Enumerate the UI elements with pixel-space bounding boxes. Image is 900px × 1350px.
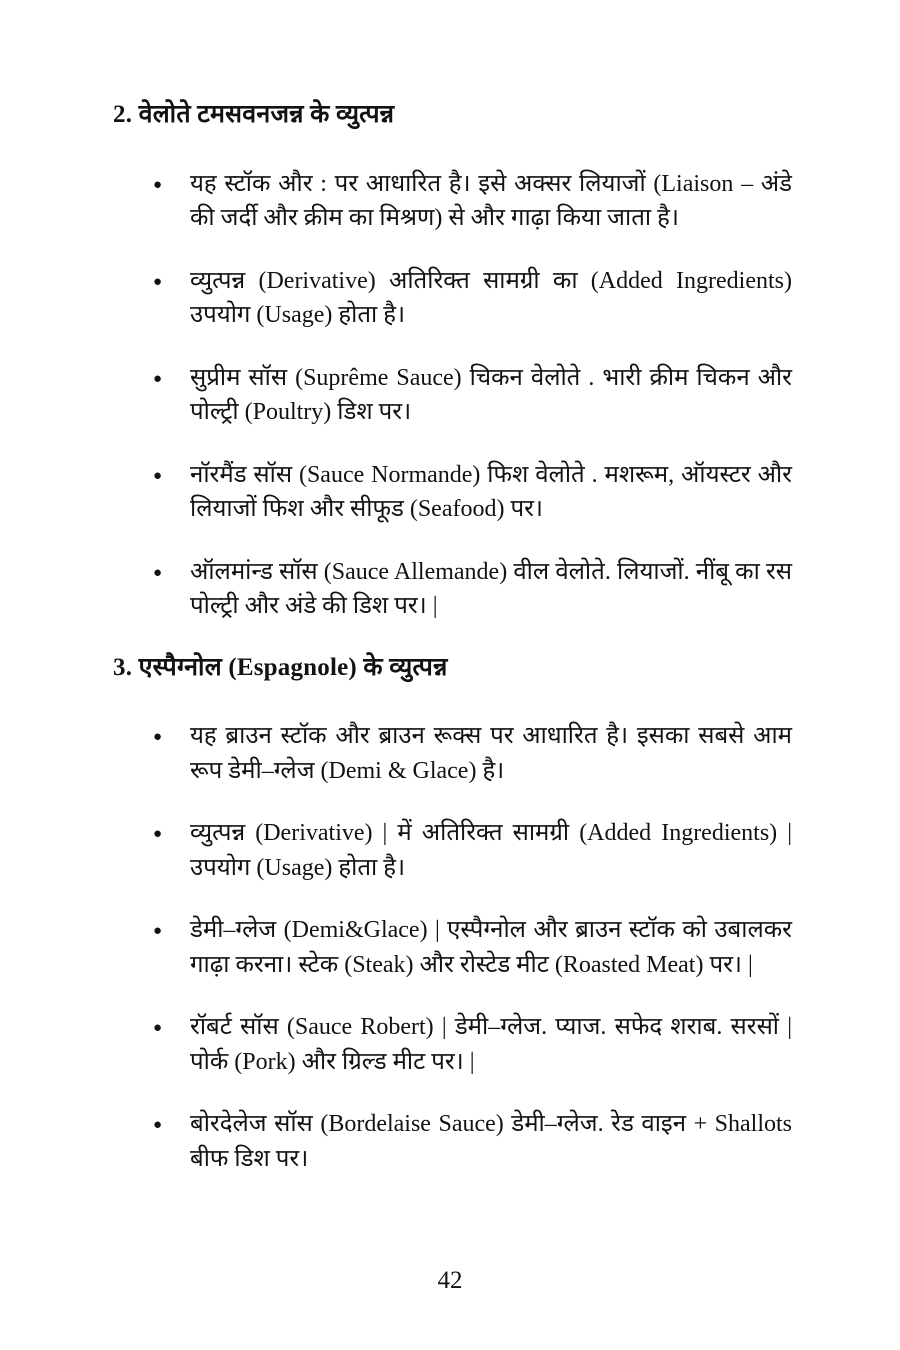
bullet-text: व्युत्पन्न (Derivative) | में अतिरिक्त सामग्री (Added Ingredients) | उपयोग (Usage) होता है। [190,820,792,881]
list-item [113,361,792,430]
section-heading: 2. वेलोते टमसवनजन्न के व्युत्पन्न [113,101,395,128]
bullet-text: नॉरमैंड सॉस (Sauce Normande) फिश वेलोते . मशरूम, ऑयस्टर और लियाजों फिश और सीफूड (Seafood) पर। [190,461,792,522]
list-item [113,1107,792,1176]
bullet-text: डेमी–ग्लेज (Demi&Glace) | एस्पैग्नोल और ब्राउन स्टॉक को उबालकर गाढ़ा करना। स्टेक (Steak) और रोस्टेड मीट (Roasted Meat) पर। | [190,917,792,978]
list-item [113,167,792,236]
bullet-icon: ● [153,467,163,484]
section-veloute-derivatives [113,99,792,624]
list-item [113,555,792,624]
bullet-text: रॉबर्ट सॉस (Sauce Robert) | डेमी–ग्लेज. प्याज. सफेद शराब. सरसों | पोर्क (Pork) और ग्रिल्ड मीट पर। | [190,1014,792,1075]
bullet-icon: ● [153,1117,163,1133]
bullet-icon: ● [153,564,163,581]
bullet-text: व्युत्पन्न (Derivative) अतिरिक्त सामग्री का (Added Ingredients) उपयोग (Usage) होता है। [190,267,792,328]
list-item [113,1010,792,1079]
bullet-icon: ● [153,729,163,745]
bullet-icon: ● [153,273,163,290]
bullet-text: यह स्टॉक और : पर आधारित है। इसे अक्सर लियाजों (Liaison – अंडे की जर्दी और क्रीम का मिश्रण) से और गाढ़ा किया जाता है। [190,170,792,231]
bullet-text: ऑलमांन्ड सॉस (Sauce Allemande) वील वेलोते. लियाजों. नींबू का रस पोल्ट्री और अंडे की डिश पर। | [190,558,792,619]
bullet-icon: ● [153,923,163,939]
bullet-text: बोरदेलेज सॉस (Bordelaise Sauce) डेमी–ग्लेज. रेड वाइन + Shallots बीफ डिश पर। [190,1111,792,1172]
list-item [113,264,792,333]
bullet-list [113,719,792,1176]
page-number: 42 [437,1267,463,1294]
bullet-list [113,167,792,624]
bullet-text: यह ब्राउन स्टॉक और ब्राउन रूक्स पर आधारित है। इसका सबसे आम रूप डेमी–ग्लेज (Demi & Glace) है। [190,723,792,784]
list-item [113,816,792,885]
bullet-icon: ● [153,1020,163,1036]
bullet-icon: ● [153,370,163,387]
list-item [113,719,792,788]
section-espagnole-derivatives [113,652,792,1177]
bullet-icon: ● [153,176,163,193]
section-heading: 3. एस्पैग्नोल (Espagnole) के व्युत्पन्न [113,653,448,681]
bullet-icon: ● [153,826,163,842]
list-item [113,913,792,982]
list-item [113,458,792,527]
bullet-text: सुप्रीम सॉस (Suprême Sauce) चिकन वेलोते . भारी क्रीम चिकन और पोल्ट्री (Poultry) डिश पर। [190,364,792,425]
